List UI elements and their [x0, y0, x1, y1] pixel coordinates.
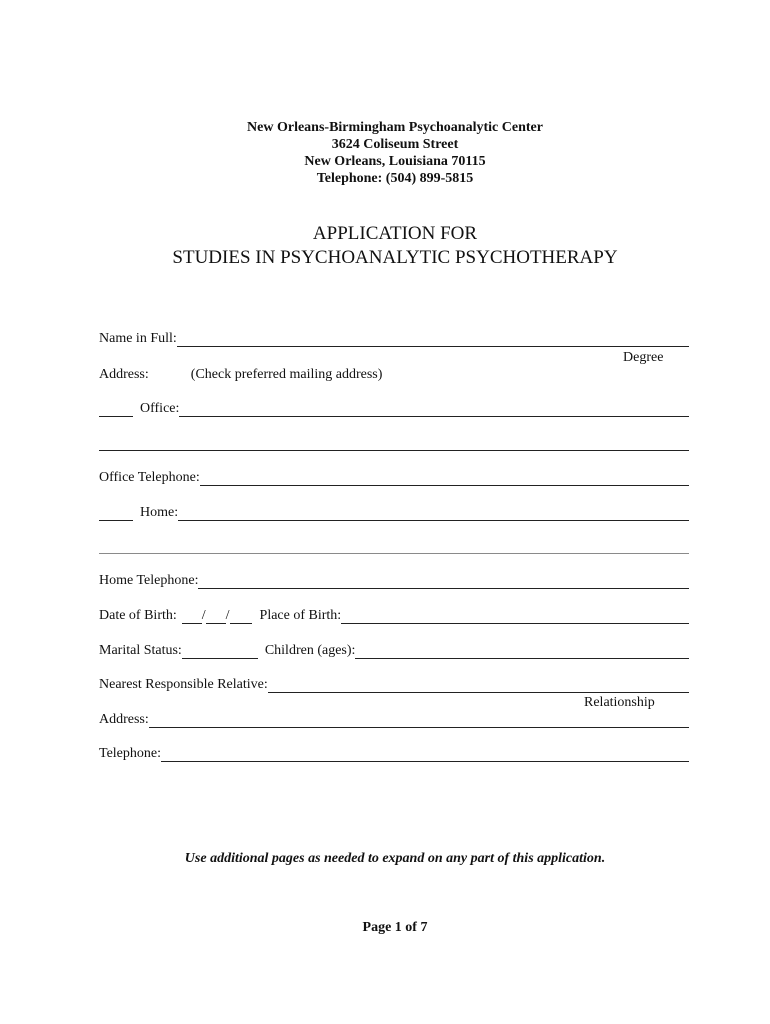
office-row — [99, 401, 689, 417]
office-phone-row — [99, 470, 689, 486]
family-row — [99, 643, 689, 659]
org-name: New Orleans-Birmingham Psychoanalytic Center — [247, 120, 543, 135]
home-phone-field[interactable] — [198, 574, 689, 589]
home-address-line-2[interactable] — [99, 553, 689, 554]
page-number: Page 1 of 7 — [362, 920, 428, 935]
relative-phone-row — [99, 746, 689, 762]
children-field[interactable] — [355, 644, 689, 659]
relative-label: Nearest Responsible Relative: — [99, 677, 268, 692]
dob-separator-1: / — [201, 608, 206, 623]
footer-note: Use additional pages as needed to expand on any part of this application. — [184, 851, 606, 866]
title-line-2: STUDIES IN PSYCHOANALYTIC PSYCHOTHERAPY — [172, 247, 618, 268]
name-row — [99, 331, 689, 347]
dob-day-field[interactable] — [206, 609, 226, 624]
org-street: 3624 Coliseum Street — [331, 137, 459, 152]
dob-label: Date of Birth: — [99, 608, 177, 623]
org-city: New Orleans, Louisiana 70115 — [304, 154, 486, 169]
birth-row — [99, 608, 689, 624]
address-hint: (Check preferred mailing address) — [190, 367, 383, 382]
address-row — [99, 367, 689, 383]
letterhead — [0, 119, 770, 187]
office-phone-field[interactable] — [200, 471, 689, 486]
dob-separator-2: / — [225, 608, 230, 623]
office-address-line-2[interactable] — [99, 450, 689, 451]
home-row — [99, 505, 689, 521]
home-address-field[interactable] — [178, 506, 689, 521]
relative-phone-label: Telephone: — [99, 746, 161, 761]
marital-label: Marital Status: — [99, 643, 182, 658]
relative-phone-field[interactable] — [161, 747, 689, 762]
home-label: Home: — [140, 505, 179, 520]
title-line-1: APPLICATION FOR — [312, 223, 478, 244]
marital-field[interactable] — [182, 644, 258, 659]
office-check-blank[interactable] — [99, 402, 133, 417]
children-label: Children (ages): — [264, 643, 356, 658]
office-label: Office: — [140, 401, 180, 416]
form-title — [0, 222, 770, 270]
name-field[interactable] — [177, 332, 689, 347]
org-phone: Telephone: (504) 899-5815 — [316, 171, 474, 186]
relative-address-label: Address: — [99, 712, 149, 727]
pob-field[interactable] — [341, 609, 689, 624]
office-address-field[interactable] — [179, 402, 689, 417]
dob-month-field[interactable] — [182, 609, 202, 624]
relationship-label: Relationship — [584, 695, 655, 710]
relative-address-field[interactable] — [149, 713, 689, 728]
office-phone-label: Office Telephone: — [99, 470, 200, 485]
degree-label: Degree — [623, 350, 664, 365]
name-label: Name in Full: — [99, 331, 177, 346]
relative-row — [99, 677, 689, 693]
dob-year-field[interactable] — [230, 609, 252, 624]
relative-address-row — [99, 712, 689, 728]
home-check-blank[interactable] — [99, 506, 133, 521]
address-label: Address: — [99, 367, 149, 382]
home-phone-label: Home Telephone: — [99, 573, 199, 588]
pob-label: Place of Birth: — [259, 608, 342, 623]
home-phone-row — [99, 573, 689, 589]
relative-field[interactable] — [268, 678, 689, 693]
